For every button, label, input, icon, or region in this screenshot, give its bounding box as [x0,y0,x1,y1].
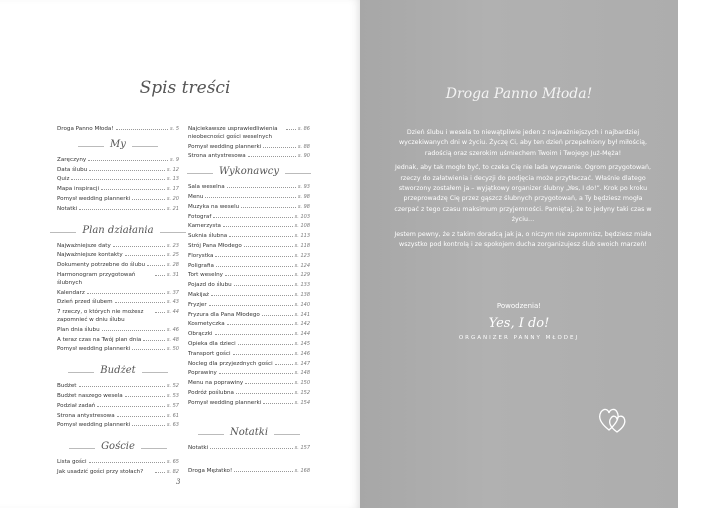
page-edge [678,0,720,508]
toc-leader-dots [117,411,165,417]
toc-entry[interactable] [188,398,310,408]
toc-left-column [57,124,179,477]
toc-leader-dots [147,260,165,266]
toc-entry-page: s. 23 [166,242,179,249]
toc-leader-dots [234,280,293,286]
toc-leader-dots [286,124,296,130]
toc-entry-title: Droga Panno Młoda! [57,126,114,132]
toc-entry[interactable] [188,443,310,453]
toc-leader-dots [216,261,293,267]
toc-entry[interactable] [188,300,310,310]
toc-entry[interactable] [57,204,179,214]
toc-entry-page: s. 57 [166,402,179,409]
toc-entry-title: Budżet naszego wesela [57,392,123,399]
toc-entry-title: Menu na poprawiny [188,380,244,387]
toc-section-heading-text: Plan działania [76,225,159,237]
toc-entry-page: s. 50 [166,346,179,353]
section-gap [57,430,179,436]
toc-entry-title: Najważniejsze daty [57,242,111,249]
toc-entry-title: Podróż poślubna [188,389,234,396]
toc-entry-page: s. 48 [166,336,179,343]
toc-entry-page: s. 86 [297,126,310,132]
toc-leader-dots [236,388,293,394]
toc-entry-title: Florystka [188,252,214,259]
toc-leader-dots [155,467,165,473]
letter-paragraph: Dzień ślubu i wesela to niewątpliwie jeden z najważniejszych i najbardziej wyczekiwanych dni w życiu. Życzę Ci, aby ten dzień przepełniony był miłością, radością oraz szerokim uśmiechem Twoim i Twojego Już-Męża! [398,129,648,157]
toc-entry-title: Strój Pana Młodego [188,242,242,249]
toc-entry[interactable] [188,261,310,271]
toc-leader-dots [213,212,292,218]
toc-entry-page: s. 93 [297,184,310,191]
toc-entry-page: s. 168 [294,468,310,475]
toc-entry-page: s. 82 [166,468,179,475]
toc-entry[interactable] [57,335,179,345]
toc-entry-title: Kamerzysta [188,223,221,230]
section-gap [57,214,179,220]
toc-entry-title: Budżet [57,383,77,390]
toc-section-heading [188,427,310,439]
toc-entry[interactable] [188,339,310,349]
toc-entry-page: s. 124 [294,262,310,269]
toc-section-heading [57,441,179,453]
toc-section-heading-text: Wykonawcy [213,166,285,178]
toc-entry-title: Strona antystresowa [57,412,115,419]
toc-leader-dots [102,325,165,331]
toc-entry-page: s. 98 [297,193,310,200]
toc-entry[interactable] [188,349,310,359]
toc-entry-page: s. 123 [294,252,310,259]
toc-leader-dots [87,288,165,294]
toc-entry-title: A teraz czas na Twój plan dnia [57,336,142,343]
toc-entry-title: Pomysł wedding plannerki [188,143,262,150]
signature: Yes, I do! [488,316,550,331]
toc-entry[interactable] [188,270,310,280]
toc-entry-page: s. 113 [294,233,310,240]
toc-leader-dots [132,344,165,350]
toc-entry[interactable] [188,378,310,388]
toc-entry-title: Kalendarz [57,289,85,296]
toc-entry[interactable] [188,290,310,300]
toc-entry-page: s. 88 [297,143,310,150]
organizer-label: ORGANIZER PANNY MŁODEJ [458,335,580,341]
toc-leader-dots [79,204,165,210]
toc-entry-title: Kosmetyczka [188,321,225,328]
toc-entry-page: s. 61 [166,412,179,419]
toc-entry[interactable] [57,307,179,325]
toc-entry[interactable] [57,250,179,260]
toc-entry-page: s. 53 [166,392,179,399]
toc-entry-page: s. 13 [166,176,179,183]
toc-leader-dots [89,165,165,171]
toc-leader-dots [233,349,293,355]
toc-entry[interactable] [188,319,310,329]
toc-entry-title: Fotograf [188,213,212,220]
toc-entry-page: s. 152 [294,389,310,396]
toc-entry-title: Data ślubu [57,166,88,173]
toc-entry[interactable] [188,466,310,476]
toc-entry[interactable] [188,202,310,212]
toc-entry-page: s. 44 [166,309,179,316]
toc-leader-dots [115,297,165,303]
toc-leader-dots [125,250,165,256]
toc-entry[interactable] [57,411,179,421]
toc-entry[interactable] [57,124,179,134]
toc-right-column [188,124,310,476]
toc-entry-title: Pomysł wedding plannerki [57,422,131,429]
toc-entry-title: Dzień przed ślubem [57,299,113,306]
toc-entry-title: Pomysł wedding plannerki [188,399,262,406]
toc-leader-dots [248,151,296,157]
toc-entry-page: s. 140 [294,301,310,308]
toc-entry-page: s. 65 [166,459,179,466]
toc-entry[interactable] [188,368,310,378]
toc-leader-dots [275,359,293,365]
toc-entry-title: Notatki [188,444,209,451]
toc-entry[interactable] [188,359,310,369]
toc-leader-dots [238,339,293,345]
toc-entry-title: Pomysł wedding plannerki [57,346,131,353]
toc-title: Spis treści [139,78,231,98]
toc-leader-dots [210,443,292,449]
toc-leader-dots [229,231,292,237]
toc-leader-dots [262,310,293,316]
toc-leader-dots [215,251,292,257]
toc-entry[interactable] [57,194,179,204]
toc-entry-page: s. 148 [294,370,310,377]
toc-entry[interactable] [57,270,179,288]
toc-entry-page: s. 133 [294,282,310,289]
toc-entry-page: s. 37 [166,289,179,296]
toc-entry-page: s. 12 [166,166,179,173]
toc-entry[interactable] [188,124,310,142]
toc-entry-title: 7 rzeczy, o których nie możesz zapomnieć w dniu ślubu [57,309,144,323]
toc-entry-page: s. 157 [294,444,310,451]
toc-entry-page: s. 90 [297,153,310,160]
toc-leader-dots [263,142,296,148]
toc-entry-title: Mapa inspiracji [57,186,100,193]
toc-leader-dots [211,290,293,296]
toc-entry-page: s. 141 [294,311,310,318]
toc-leader-dots [88,155,168,161]
toc-entry-page: s. 98 [297,203,310,210]
toc-entry-page: s. 46 [166,326,179,333]
toc-leader-dots [143,335,165,341]
toc-entry-title: Suknia ślubna [188,233,228,240]
toc-entry-title: Muzyka na weselu [188,203,240,210]
toc-entry-title: Harmonogram przygotowań ślubnych [57,271,136,286]
toc-entry-page: s. 103 [294,213,310,220]
toc-leader-dots [116,124,168,130]
toc-leader-dots [113,241,165,247]
toc-entry-title: Lista gości [57,459,87,466]
toc-entry-page: s. 9 [170,156,179,163]
toc-leader-dots [89,457,165,463]
toc-entry-title: Obrączki [188,331,213,338]
toc-entry-title: Dokumenty potrzebne do ślubu [57,262,146,269]
toc-leader-dots [215,329,293,335]
toc-leader-dots [97,401,165,407]
toc-entry[interactable] [188,182,310,192]
toc-entry-title: Notatki [57,205,78,212]
toc-leader-dots [155,307,165,313]
toc-entry[interactable] [57,174,179,184]
toc-entry-title: Menu [188,193,204,200]
page-number: 3 [176,478,181,486]
toc-leader-dots [244,241,293,247]
toc-entry-page: s. 129 [294,272,310,279]
toc-entry-title: Droga Mężatko! [188,468,233,475]
toc-leader-dots [227,182,296,188]
toc-entry[interactable] [188,241,310,251]
toc-entry[interactable] [57,241,179,251]
toc-entry[interactable] [57,467,179,477]
toc-entry-page: s. 28 [166,262,179,269]
toc-entry-title: Pomysł wedding plannerki [57,195,131,202]
toc-entry[interactable] [57,325,179,335]
toc-entry-page: s. 154 [294,399,310,406]
toc-section-heading-text: Notatki [224,427,274,439]
toc-entry[interactable] [57,344,179,354]
toc-section-heading-text: Goście [95,441,141,453]
toc-section-heading [57,139,179,151]
toc-leader-dots [241,202,296,208]
toc-entry[interactable] [188,388,310,398]
toc-entry[interactable] [188,280,310,290]
letter-title: Droga Panno Młoda! [445,86,593,102]
toc-entry-title: Makijaż [188,291,209,298]
toc-leader-dots [205,192,295,198]
toc-leader-dots [263,398,292,404]
toc-entry-page: s. 31 [166,271,179,278]
toc-leader-dots [225,270,293,276]
toc-entry-page: s. 25 [166,252,179,259]
toc-leader-dots [223,221,293,227]
toc-entry-page: s. 147 [294,360,310,367]
toc-leader-dots [132,194,165,200]
toc-entry-title: Sala weselna [188,184,225,191]
toc-entry-page: s. 144 [294,331,310,338]
toc-entry[interactable] [188,151,310,161]
toc-entry[interactable] [188,142,310,152]
toc-leader-dots [219,368,293,374]
toc-entry[interactable] [188,231,310,241]
toc-entry[interactable] [57,391,179,401]
toc-section-heading [57,365,179,377]
toc-leader-dots [101,184,165,190]
toc-entry[interactable] [57,288,179,298]
section-gap [188,408,310,422]
toc-leader-dots [79,381,165,387]
toc-entry-page: s. 52 [166,383,179,390]
toc-entry-page: s. 63 [166,422,179,429]
toc-section-heading [188,166,310,178]
letter-paragraph: Jestem pewny, że z takim doradcą jak ja, o niczym nie zapomnisz, będziesz miała wszystko pod kontrolą i ze spokojem ducha zorganizujesz ślub swoich marzeń! [394,230,652,249]
letter-closing [360,302,678,341]
toc-section-heading-text: Budżet [94,365,141,377]
toc-entry-title: Zaręczyny [57,156,87,163]
toc-entry-page: s. 20 [166,195,179,202]
toc-entry-page: s. 43 [166,299,179,306]
toc-entry-title: Strona antystresowa [188,153,246,160]
toc-entry-page: s. 17 [166,186,179,193]
toc-entry-page: s. 108 [294,223,310,230]
toc-entry-title: Plan dnia ślubu [57,326,100,333]
toc-entry-title: Najważniejsze kontakty [57,252,123,259]
toc-entry-title: Transport gości [188,350,231,357]
toc-entry[interactable] [188,221,310,231]
toc-section-heading-text: My [104,139,132,151]
toc-entry-page: s. 146 [294,350,310,357]
toc-entry-title: Najciekawsze usprawiedliwienia nieobecności gości weselnych [188,126,278,140]
toc-entry-title: Poprawiny [188,370,217,377]
toc-entry-title: Pojazd do ślubu [188,282,232,289]
toc-entry[interactable] [188,310,310,320]
toc-entry-title: Tort weselny [188,272,223,279]
toc-entry-page: s. 118 [294,242,310,249]
toc-leader-dots [209,300,293,306]
toc-entry-title: Opieka dla dzieci [188,340,236,347]
toc-entry-page: s. 21 [166,205,179,212]
toc-entry[interactable] [188,212,310,222]
toc-entry[interactable] [57,165,179,175]
toc-entry-title: Poligrafia [188,262,214,269]
toc-entry-page: s. 142 [294,321,310,328]
toc-entry-title: Jak usadzić gości przy stołach? [57,468,144,475]
letter-paragraph: Jednak, aby tak mogło być, to czeka Cię nie lada wyzwanie. Ogrom przygotowań, rzeczy do załatwienia i decyzji do podjęcia może przytłaczać. Właśnie dlatego stworzony zostałem ja – wyjątkowy organizer ślubny „Yes, I do!”. Krok po kroku przeprowadzę Cię przez gąszcz ślubnych przygotowań, a Ty będziesz mogła czerpać z tego czasu maksimum przyjemności. Pamiętaj, że to jedyny taki czas w życiu… [394,164,652,224]
toc-entry-page: s. 145 [294,340,310,347]
toc-entry-title: Nocleg dla przyjezdnych gości [188,360,273,367]
toc-entry[interactable] [57,420,179,430]
toc-entry[interactable] [188,192,310,202]
toc-leader-dots [125,391,165,397]
toc-entry[interactable] [188,251,310,261]
toc-entry[interactable] [188,329,310,339]
toc-entry-page: s. 150 [294,380,310,387]
toc-entry[interactable] [57,260,179,270]
toc-entry-page: s. 138 [294,291,310,298]
toc-leader-dots [132,420,165,426]
toc-entry-title: Podział zadań [57,402,96,409]
toc-entry[interactable] [57,297,179,307]
closing-cheer: Powodzenia! [496,302,542,310]
toc-leader-dots [227,319,293,325]
toc-leader-dots [155,270,165,276]
toc-leader-dots [71,174,164,180]
toc-entry[interactable] [57,184,179,194]
toc-entry[interactable] [57,401,179,411]
section-gap [57,354,179,360]
toc-entry-title: Quiz [57,176,70,183]
toc-entry-page: s. 5 [170,126,179,132]
letter-body [392,128,654,254]
toc-entry[interactable] [57,155,179,165]
hearts-icon [596,404,630,434]
toc-entry-title: Fryzjer [188,301,207,308]
toc-entry-title: Fryzura dla Pana Młodego [188,311,260,318]
toc-entry[interactable] [57,457,179,467]
toc-section-heading [57,225,179,237]
toc-entry[interactable] [57,381,179,391]
toc-leader-dots [245,378,293,384]
toc-leader-dots [234,466,292,472]
